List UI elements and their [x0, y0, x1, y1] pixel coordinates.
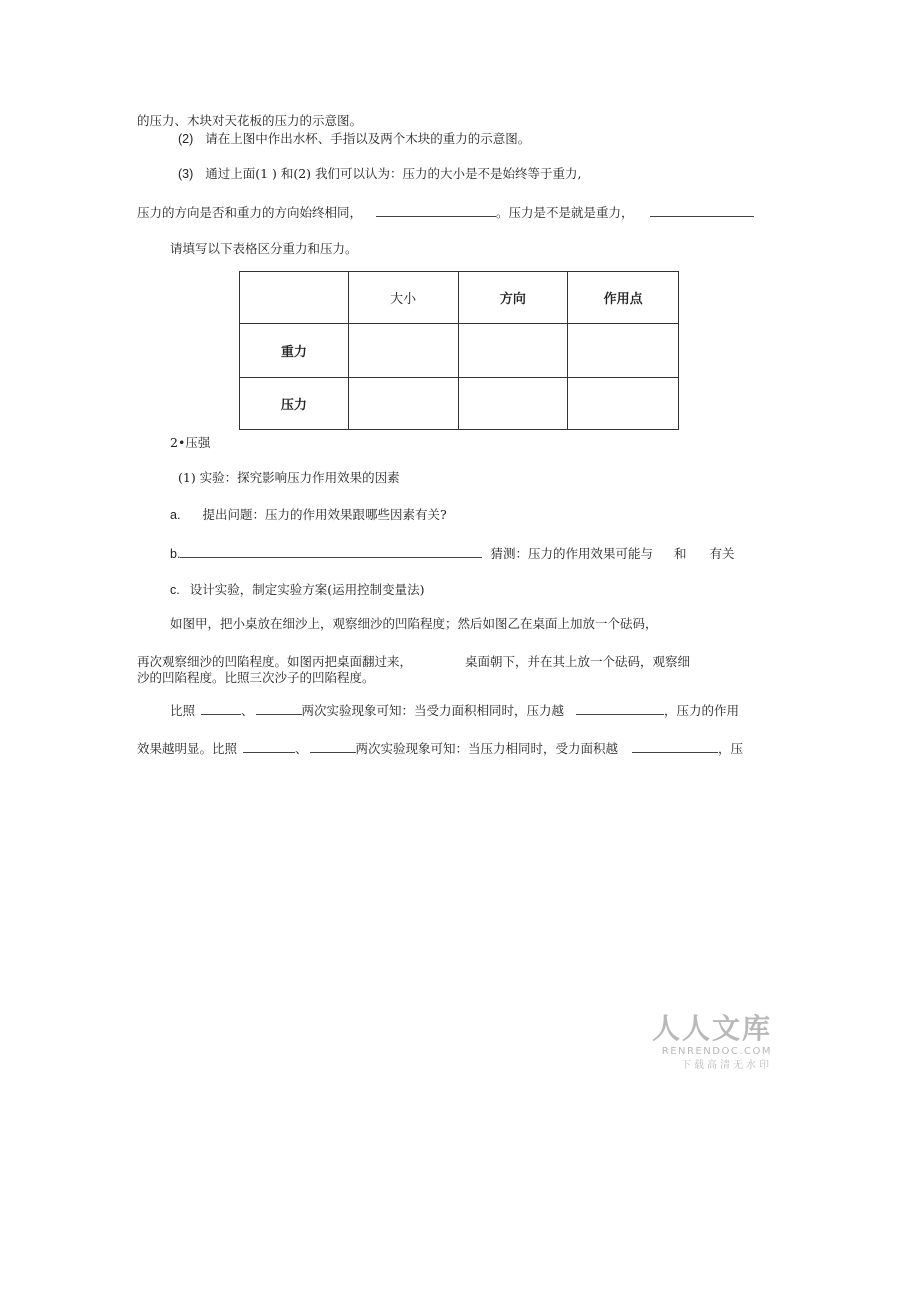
text-line	[170, 702, 739, 719]
text-line	[137, 740, 743, 757]
sentence-part: 。压力是不是就是重力，	[496, 205, 634, 220]
sentence-part: 比照	[170, 703, 196, 718]
table-row	[240, 324, 679, 378]
table-cell[interactable]	[348, 378, 458, 430]
item-text: 猜测：压力的作用效果可能与	[490, 546, 653, 561]
sentence-part: ，压	[718, 741, 744, 756]
sentence-part: 再次观察细沙的凹陷程度。如图丙把桌面翻过来，	[137, 654, 413, 669]
row-label: 重力	[240, 324, 349, 378]
table-header-cell: 方向	[458, 272, 568, 324]
sentence-part: 效果越明显。比照	[137, 741, 238, 756]
answer-blank[interactable]	[243, 740, 295, 753]
item-number: (2)	[178, 132, 194, 146]
item-text: 通过上面(1 ) 和(2) 我们可以认为：压力的大小是不是始终等于重力,	[205, 166, 582, 181]
table-header-row	[240, 272, 679, 324]
answer-blank[interactable]	[256, 702, 302, 715]
text-line: 沙的凹陷程度。比照三次沙子的凹陷程度。	[137, 670, 375, 685]
sentence-part: 压力的方向是否和重力的方向始终相同，	[137, 205, 363, 220]
table-row	[240, 378, 679, 430]
table-header-cell: 作用点	[568, 272, 679, 324]
text-line	[137, 654, 690, 670]
item-text: 提出问题：压力的作用效果跟哪些因素有关?	[202, 507, 447, 522]
text-line	[137, 204, 754, 221]
item-label: b.	[170, 547, 181, 561]
table-cell[interactable]	[568, 378, 679, 430]
answer-blank[interactable]	[650, 204, 754, 217]
table-cell[interactable]	[458, 378, 568, 430]
table-cell[interactable]	[458, 324, 568, 378]
text-line: 如图甲，把小桌放在细沙上，观察细沙的凹陷程度；然后如图乙在桌面上加放一个砝码，	[170, 616, 658, 631]
text-line	[170, 545, 734, 562]
comparison-table	[239, 271, 679, 430]
answer-blank[interactable]	[376, 204, 496, 217]
text-line	[170, 507, 447, 523]
separator: 、	[295, 741, 308, 756]
text-line	[170, 582, 425, 598]
sentence-part: ，压力的作用	[664, 703, 740, 718]
text-line: (1) 实验：探究影响压力作用效果的因素	[178, 470, 400, 485]
item-label: a.	[170, 508, 181, 522]
row-label: 压力	[240, 378, 349, 430]
item-label: c.	[170, 583, 180, 597]
table-header-cell: 大小	[348, 272, 458, 324]
text-line	[178, 131, 530, 147]
sentence-part: 两次实验现象可知：当压力相同时，受力面积越	[355, 741, 619, 756]
item-text: 有关	[709, 546, 735, 561]
answer-blank[interactable]	[180, 545, 482, 558]
watermark	[620, 1013, 772, 1073]
section-heading: 2•压强	[170, 435, 211, 450]
text-line: 请填写以下表格区分重力和压力。	[170, 241, 358, 256]
item-number: (3)	[178, 167, 194, 181]
item-text: 设计实验，制定实验方案(运用控制变量法)	[189, 582, 425, 597]
answer-blank[interactable]	[632, 740, 718, 753]
answer-blank[interactable]	[576, 702, 664, 715]
item-text: 请在上图中作出水杯、手指以及两个木块的重力的示意图。	[205, 131, 531, 146]
table-cell[interactable]	[568, 324, 679, 378]
watermark-title: 人人文库	[651, 1012, 772, 1045]
answer-blank[interactable]	[310, 740, 356, 753]
sentence-part: 两次实验现象可知：当受力面积相同时，压力越	[301, 703, 565, 718]
item-text: 和	[673, 546, 687, 561]
table-cell[interactable]	[348, 324, 458, 378]
text-line: 的压力、木块对天花板的压力的示意图。	[137, 113, 363, 128]
table-header-cell	[240, 272, 349, 324]
answer-blank[interactable]	[201, 702, 241, 715]
separator: 、	[241, 703, 254, 718]
sentence-part: 桌面朝下，并在其上放一个砝码，观察细	[465, 654, 691, 669]
watermark-url: RENRENDOC.COM	[661, 1046, 772, 1057]
watermark-subtitle: 下载高清无水印	[681, 1060, 772, 1071]
text-line	[178, 166, 582, 182]
